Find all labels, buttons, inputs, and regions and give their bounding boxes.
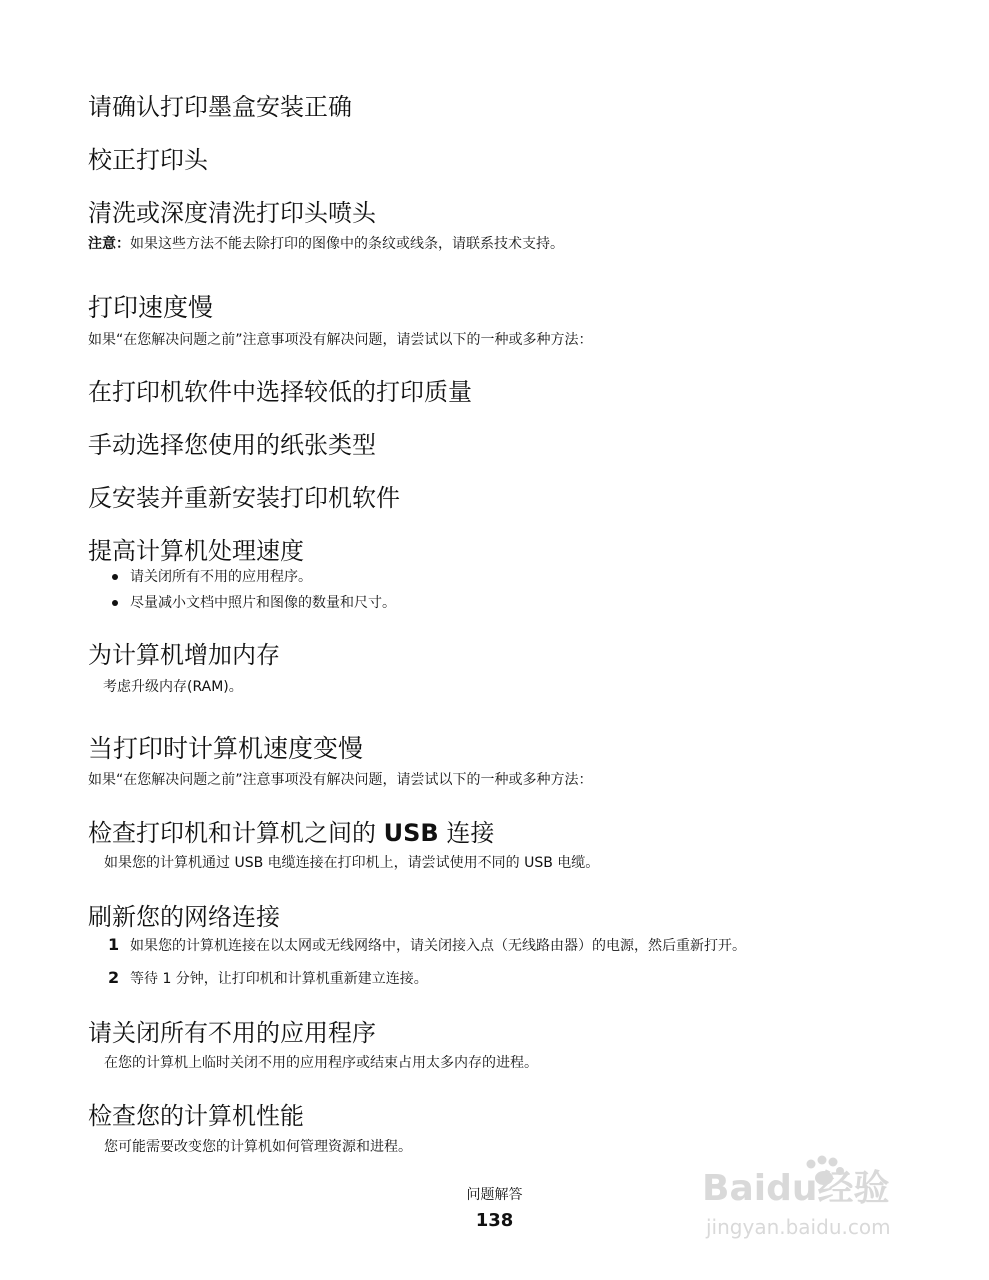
section-title-slow-computer: 当打印时计算机速度变慢 [88, 734, 364, 763]
heading-add-memory: 为计算机增加内存 [88, 641, 280, 669]
list-item [112, 566, 312, 586]
page-number: 138 [475, 1210, 514, 1231]
heading-clean-nozzles: 清洗或深度清洗打印头喷头 [88, 199, 376, 227]
heading-check-usb [88, 813, 494, 848]
heading-reinstall-software: 反安装并重新安装打印机软件 [88, 484, 400, 512]
watermark-brand: Baidu经验 [702, 1168, 890, 1209]
note-text: 如果这些方法不能去除打印的图像中的条纹或线条，请联系技术支持。 [130, 236, 564, 252]
footer-section-label: 问题解答 [466, 1187, 523, 1203]
section-title-slow-printing: 打印速度慢 [88, 293, 214, 322]
step-number: 2 [108, 968, 120, 987]
bullet-icon [112, 600, 118, 606]
note [88, 233, 564, 253]
numbered-item [108, 968, 428, 988]
usb-paragraph: 如果您的计算机通过 USB 电缆连接在打印机上，请尝试使用不同的 USB 电缆。 [104, 855, 600, 871]
heading-usb-suffix: 连接 [446, 819, 495, 847]
heading-lower-quality: 在打印机软件中选择较低的打印质量 [88, 378, 472, 406]
numbered-item [108, 935, 746, 955]
list-item-text: 请关闭所有不用的应用程序。 [130, 569, 312, 585]
step-text: 等待 1 分钟，让打印机和计算机重新建立连接。 [130, 971, 428, 987]
ram-paragraph: 考虑升级内存(RAM)。 [103, 679, 243, 695]
heading-check-cartridge: 请确认打印墨盒安装正确 [88, 93, 352, 121]
heading-paper-type: 手动选择您使用的纸张类型 [88, 431, 376, 459]
heading-check-performance: 检查您的计算机性能 [88, 1102, 304, 1130]
close-apps-paragraph: 在您的计算机上临时关闭不用的应用程序或结束占用太多内存的进程。 [104, 1055, 538, 1071]
watermark-url: jingyan.baidu.com [706, 1215, 891, 1239]
heading-align-printhead: 校正打印头 [88, 146, 208, 174]
step-text: 如果您的计算机连接在以太网或无线网络中，请关闭接入点（无线路由器）的电源，然后重新打开。 [130, 938, 746, 954]
bullet-icon [112, 574, 118, 580]
list-item [112, 592, 396, 612]
note-label: 注意： [88, 236, 130, 252]
step-number: 1 [108, 935, 120, 954]
intro-paragraph-1: 如果“在您解决问题之前”注意事项没有解决问题，请尝试以下的一种或多种方法： [88, 332, 593, 348]
baidu-watermark-logo [700, 1150, 970, 1250]
heading-increase-speed: 提高计算机处理速度 [88, 537, 304, 565]
list-item-text: 尽量减小文档中照片和图像的数量和尺寸。 [130, 595, 396, 611]
intro-paragraph-2: 如果“在您解决问题之前”注意事项没有解决问题，请尝试以下的一种或多种方法： [88, 772, 593, 788]
heading-refresh-network: 刷新您的网络连接 [88, 903, 280, 931]
heading-usb-term: USB [383, 819, 439, 847]
performance-paragraph: 您可能需要改变您的计算机如何管理资源和进程。 [104, 1139, 412, 1155]
heading-usb-prefix: 检查打印机和计算机之间的 [88, 819, 376, 847]
heading-close-apps: 请关闭所有不用的应用程序 [88, 1019, 376, 1047]
